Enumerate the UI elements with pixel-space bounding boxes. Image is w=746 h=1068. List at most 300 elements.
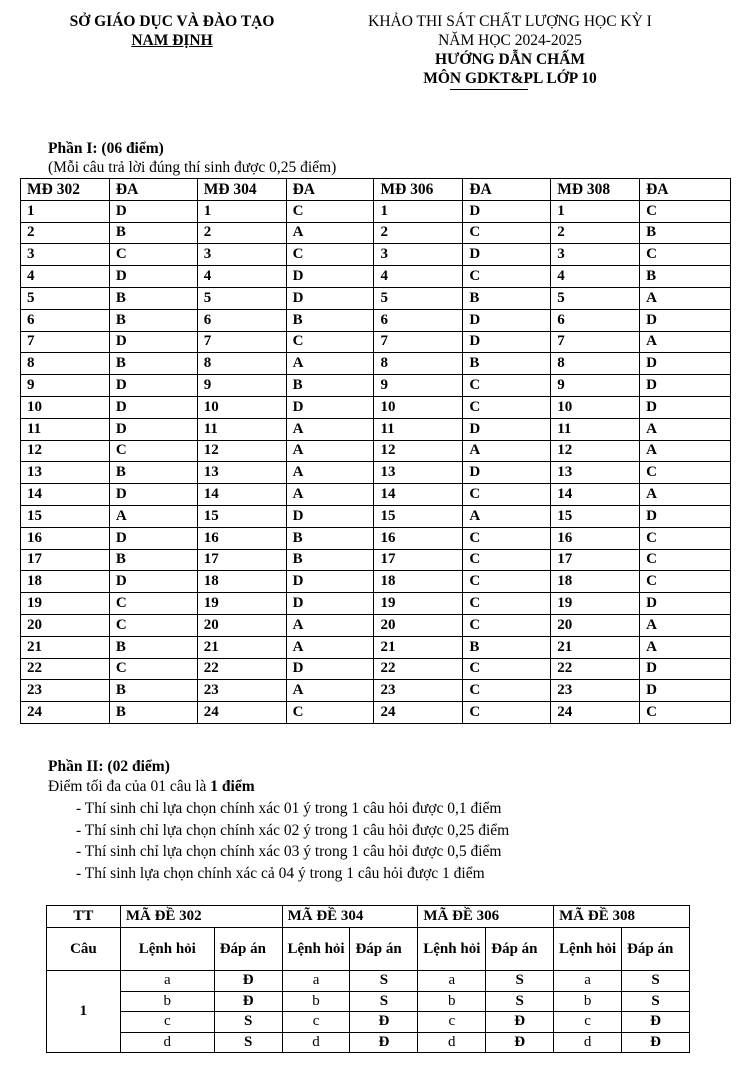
answer-cell: D [286, 571, 374, 593]
question-number: 22 [21, 658, 110, 680]
question-number: 23 [197, 680, 286, 702]
answer-cell: D [109, 331, 197, 353]
question-number: 9 [197, 375, 286, 397]
answer-cell: B [286, 527, 374, 549]
answer-cell: C [640, 527, 731, 549]
answer-cell: C [109, 440, 197, 462]
answer-cell: A [286, 614, 374, 636]
question-number: 17 [197, 549, 286, 571]
part2-code-row [47, 906, 690, 928]
dap-an-header: Đáp án [486, 928, 554, 971]
answer-cell: S [214, 1032, 282, 1053]
answer-cell: A [463, 505, 551, 527]
answer-cell: C [463, 222, 551, 244]
question-number: 21 [197, 636, 286, 658]
question-number: 14 [374, 484, 463, 506]
answer-cell: C [463, 266, 551, 288]
answer-cell: C [640, 462, 731, 484]
question-number: 20 [197, 614, 286, 636]
code-304-header: MÃ ĐỀ 304 [282, 906, 418, 928]
header-underline [450, 89, 528, 90]
answer-cell: D [109, 266, 197, 288]
answer-cell: D [109, 484, 197, 506]
question-number: 17 [374, 549, 463, 571]
answer-cell: D [640, 658, 731, 680]
question-number: 12 [21, 440, 110, 462]
exam-title: KHẢO THI SÁT CHẤT LƯỢNG HỌC KỲ I [368, 13, 652, 30]
table-row [21, 702, 731, 724]
question-number: 5 [21, 287, 110, 309]
table-row [21, 309, 731, 331]
answer-cell: B [109, 462, 197, 484]
department-name: SỞ GIÁO DỤC VÀ ĐÀO TẠO [69, 13, 275, 30]
question-number: 13 [374, 462, 463, 484]
answer-cell: B [109, 309, 197, 331]
answer-cell: S [486, 991, 554, 1012]
answer-cell: C [109, 593, 197, 615]
statement-letter: b [418, 991, 486, 1012]
rule-item: - Thí sinh chỉ lựa chọn chính xác 02 ý trong 1 câu hỏi được 0,25 điểm [76, 821, 510, 839]
answer-cell: A [109, 505, 197, 527]
answer-cell: C [463, 549, 551, 571]
answer-cell: Đ [622, 1012, 690, 1033]
header-exam-info [320, 12, 700, 90]
code-306-header: MÃ ĐỀ 306 [418, 906, 554, 928]
question-number: 23 [551, 680, 640, 702]
part2-body [47, 971, 690, 1053]
answer-cell: D [640, 309, 731, 331]
answer-cell: D [109, 418, 197, 440]
statement-letter: c [418, 1012, 486, 1033]
answer-cell: A [640, 484, 731, 506]
answer-cell: C [463, 396, 551, 418]
part1-note: (Mỗi câu trả lời đúng thí sinh được 0,25 điểm) [48, 159, 337, 176]
statement-letter: a [554, 971, 622, 992]
dap-an-header: Đáp án [622, 928, 690, 971]
question-number: 8 [21, 353, 110, 375]
table-row [21, 353, 731, 375]
part2-answer-table [46, 905, 690, 1053]
question-number: 3 [374, 244, 463, 266]
answer-header: ĐA [640, 179, 731, 201]
question-number: 9 [21, 375, 110, 397]
question-number: 6 [374, 309, 463, 331]
answer-cell: B [109, 222, 197, 244]
cau-header: Câu [47, 928, 121, 971]
statement-letter: c [120, 1012, 214, 1033]
answer-cell: D [640, 505, 731, 527]
question-number: 19 [21, 593, 110, 615]
answer-cell: C [463, 484, 551, 506]
table-row [21, 593, 731, 615]
answer-cell: D [463, 418, 551, 440]
statement-letter: b [282, 991, 350, 1012]
question-number: 24 [374, 702, 463, 724]
answer-cell: B [109, 353, 197, 375]
table-row [21, 266, 731, 288]
answer-cell: C [286, 200, 374, 222]
table-row [21, 375, 731, 397]
answer-cell: S [486, 971, 554, 992]
question-number: 18 [551, 571, 640, 593]
table-row [21, 680, 731, 702]
statement-letter: b [554, 991, 622, 1012]
table-row [21, 658, 731, 680]
answer-cell: A [640, 287, 731, 309]
lenh-hoi-header: Lệnh hỏi [282, 928, 350, 971]
table-row [21, 505, 731, 527]
table-row [21, 462, 731, 484]
answer-cell: C [109, 244, 197, 266]
question-number: 15 [21, 505, 110, 527]
answer-header: ĐA [109, 179, 197, 201]
table-row [21, 244, 731, 266]
header-department [22, 12, 322, 50]
answer-cell: D [109, 396, 197, 418]
table-row [47, 1012, 690, 1033]
answer-cell: Đ [486, 1032, 554, 1053]
answer-cell: B [286, 549, 374, 571]
answer-cell: Đ [622, 1032, 690, 1053]
answer-cell: D [286, 287, 374, 309]
question-number: 16 [21, 527, 110, 549]
statement-letter: a [282, 971, 350, 992]
subject: MÔN GDKT&PL LỚP 10 [423, 70, 597, 87]
question-number: 2 [551, 222, 640, 244]
question-number: 24 [21, 702, 110, 724]
question-number: 14 [197, 484, 286, 506]
question-number: 15 [197, 505, 286, 527]
table-row [21, 440, 731, 462]
part2-max-score [48, 778, 255, 796]
question-number: 11 [551, 418, 640, 440]
answer-cell: C [463, 571, 551, 593]
question-number: 1 [47, 971, 121, 1053]
answer-cell: Đ [350, 1012, 418, 1033]
question-number: 23 [374, 680, 463, 702]
answer-cell: C [286, 702, 374, 724]
question-number: 8 [197, 353, 286, 375]
answer-cell: S [214, 1012, 282, 1033]
question-number: 9 [374, 375, 463, 397]
answer-cell: D [463, 309, 551, 331]
answer-cell: B [286, 375, 374, 397]
table-row [21, 484, 731, 506]
lenh-hoi-header: Lệnh hỏi [120, 928, 214, 971]
answer-cell: D [463, 244, 551, 266]
answer-cell: B [109, 549, 197, 571]
answer-cell: D [286, 266, 374, 288]
answer-cell: D [109, 571, 197, 593]
question-number: 7 [197, 331, 286, 353]
answer-cell: Đ [214, 991, 282, 1012]
answer-cell: C [640, 200, 731, 222]
answer-cell: Đ [214, 971, 282, 992]
question-number: 6 [197, 309, 286, 331]
answer-cell: C [463, 658, 551, 680]
answer-cell: C [463, 702, 551, 724]
question-number: 10 [197, 396, 286, 418]
answer-cell: B [463, 636, 551, 658]
answer-cell: A [286, 440, 374, 462]
answer-cell: B [640, 222, 731, 244]
part1-title: Phần I: (06 điểm) [48, 140, 164, 157]
answer-cell: D [286, 396, 374, 418]
question-number: 24 [551, 702, 640, 724]
answer-cell: D [640, 375, 731, 397]
exam-code-header: MĐ 306 [374, 179, 463, 201]
question-number: 10 [374, 396, 463, 418]
statement-letter: d [554, 1032, 622, 1053]
statement-letter: c [282, 1012, 350, 1033]
table-row [21, 418, 731, 440]
part1-answer-table [20, 178, 731, 724]
question-number: 14 [551, 484, 640, 506]
question-number: 13 [551, 462, 640, 484]
question-number: 10 [21, 396, 110, 418]
answer-cell: C [463, 593, 551, 615]
question-number: 10 [551, 396, 640, 418]
code-308-header: MÃ ĐỀ 308 [554, 906, 690, 928]
answer-cell: A [640, 418, 731, 440]
answer-cell: B [109, 680, 197, 702]
answer-cell: D [286, 593, 374, 615]
question-number: 2 [374, 222, 463, 244]
answer-cell: B [109, 636, 197, 658]
question-number: 20 [374, 614, 463, 636]
question-number: 11 [21, 418, 110, 440]
table-row [21, 549, 731, 571]
answer-cell: D [640, 396, 731, 418]
question-number: 21 [21, 636, 110, 658]
part2-subheader-row [47, 928, 690, 971]
question-number: 7 [551, 331, 640, 353]
statement-letter: d [418, 1032, 486, 1053]
question-number: 3 [551, 244, 640, 266]
answer-cell: A [640, 614, 731, 636]
answer-cell: C [463, 680, 551, 702]
answer-cell: C [286, 331, 374, 353]
answer-cell: Đ [486, 1012, 554, 1033]
answer-cell: D [109, 375, 197, 397]
code-302-header: MÃ ĐỀ 302 [120, 906, 282, 928]
school-year: NĂM HỌC 2024-2025 [438, 32, 582, 49]
question-number: 12 [374, 440, 463, 462]
question-number: 18 [374, 571, 463, 593]
answer-cell: S [622, 991, 690, 1012]
table-row [21, 527, 731, 549]
part2-rules [76, 798, 509, 884]
part1-header-row [21, 179, 731, 201]
answer-cell: A [286, 484, 374, 506]
dap-an-header: Đáp án [350, 928, 418, 971]
answer-cell: D [463, 331, 551, 353]
question-number: 5 [374, 287, 463, 309]
question-number: 4 [551, 266, 640, 288]
statement-letter: d [282, 1032, 350, 1053]
question-number: 15 [374, 505, 463, 527]
question-number: 2 [21, 222, 110, 244]
answer-cell: D [640, 680, 731, 702]
table-row [47, 991, 690, 1012]
exam-code-header: MĐ 308 [551, 179, 640, 201]
statement-letter: b [120, 991, 214, 1012]
question-number: 17 [21, 549, 110, 571]
question-number: 7 [21, 331, 110, 353]
answer-cell: C [640, 702, 731, 724]
province-name: NAM ĐỊNH [131, 32, 213, 49]
answer-cell: A [286, 353, 374, 375]
answer-cell: C [463, 614, 551, 636]
question-number: 16 [551, 527, 640, 549]
question-number: 19 [551, 593, 640, 615]
answer-cell: C [463, 527, 551, 549]
answer-cell: A [286, 222, 374, 244]
question-number: 2 [197, 222, 286, 244]
answer-cell: D [109, 200, 197, 222]
question-number: 12 [551, 440, 640, 462]
answer-cell: B [463, 353, 551, 375]
answer-cell: A [286, 462, 374, 484]
statement-letter: d [120, 1032, 214, 1053]
answer-cell: C [109, 614, 197, 636]
question-number: 6 [551, 309, 640, 331]
statement-letter: a [418, 971, 486, 992]
question-number: 21 [374, 636, 463, 658]
answer-cell: S [350, 971, 418, 992]
answer-cell: C [286, 244, 374, 266]
question-number: 13 [197, 462, 286, 484]
answer-cell: S [622, 971, 690, 992]
question-number: 7 [374, 331, 463, 353]
rule-item: - Thí sinh chỉ lựa chọn chính xác 01 ý trong 1 câu hỏi được 0,1 điểm [76, 800, 502, 817]
question-number: 5 [197, 287, 286, 309]
rule-item: - Thí sinh lựa chọn chính xác cả 04 ý trong 1 câu hỏi được 1 điểm [76, 864, 485, 882]
question-number: 22 [551, 658, 640, 680]
table-row [21, 331, 731, 353]
table-row [47, 1032, 690, 1053]
answer-cell: D [109, 527, 197, 549]
table-row [47, 971, 690, 992]
question-number: 23 [21, 680, 110, 702]
answer-cell: A [286, 418, 374, 440]
rule-item: - Thí sinh chỉ lựa chọn chính xác 03 ý trong 1 câu hỏi được 0,5 điểm [76, 843, 502, 860]
question-number: 9 [551, 375, 640, 397]
table-row [21, 614, 731, 636]
answer-cell: A [286, 680, 374, 702]
question-number: 13 [21, 462, 110, 484]
question-number: 15 [551, 505, 640, 527]
answer-cell: B [109, 287, 197, 309]
question-number: 20 [21, 614, 110, 636]
answer-cell: C [640, 244, 731, 266]
table-row [21, 200, 731, 222]
question-number: 24 [197, 702, 286, 724]
question-number: 6 [21, 309, 110, 331]
question-number: 17 [551, 549, 640, 571]
question-number: 12 [197, 440, 286, 462]
statement-letter: a [120, 971, 214, 992]
answer-cell: B [109, 702, 197, 724]
question-number: 3 [21, 244, 110, 266]
answer-cell: A [463, 440, 551, 462]
max-score-prefix: Điểm tối đa của 01 câu là [48, 778, 211, 795]
question-number: 19 [374, 593, 463, 615]
answer-cell: A [286, 636, 374, 658]
max-score-value: 1 điểm [210, 778, 255, 795]
table-row [21, 222, 731, 244]
question-number: 5 [551, 287, 640, 309]
answer-cell: C [640, 571, 731, 593]
question-number: 22 [197, 658, 286, 680]
answer-cell: B [640, 266, 731, 288]
answer-cell: D [463, 462, 551, 484]
answer-header: ĐA [286, 179, 374, 201]
question-number: 8 [374, 353, 463, 375]
answer-cell: C [109, 658, 197, 680]
dap-an-header: Đáp án [214, 928, 282, 971]
part1-body [21, 200, 731, 723]
question-number: 22 [374, 658, 463, 680]
question-number: 4 [374, 266, 463, 288]
question-number: 16 [197, 527, 286, 549]
question-number: 1 [551, 200, 640, 222]
question-number: 14 [21, 484, 110, 506]
question-number: 4 [197, 266, 286, 288]
exam-code-header: MĐ 302 [21, 179, 110, 201]
question-number: 8 [551, 353, 640, 375]
lenh-hoi-header: Lệnh hỏi [554, 928, 622, 971]
question-number: 3 [197, 244, 286, 266]
question-number: 16 [374, 527, 463, 549]
answer-cell: Đ [350, 1032, 418, 1053]
answer-header: ĐA [463, 179, 551, 201]
table-row [21, 396, 731, 418]
question-number: 18 [197, 571, 286, 593]
answer-cell: D [286, 658, 374, 680]
exam-code-header: MĐ 304 [197, 179, 286, 201]
question-number: 19 [197, 593, 286, 615]
answer-cell: B [286, 309, 374, 331]
question-number: 20 [551, 614, 640, 636]
question-number: 4 [21, 266, 110, 288]
doc-title: HƯỚNG DẪN CHẤM [434, 51, 586, 68]
statement-letter: c [554, 1012, 622, 1033]
question-number: 1 [197, 200, 286, 222]
answer-cell: D [640, 593, 731, 615]
tt-header: TT [47, 906, 121, 928]
question-number: 11 [374, 418, 463, 440]
table-row [21, 287, 731, 309]
answer-cell: A [640, 440, 731, 462]
answer-cell: C [463, 375, 551, 397]
answer-cell: D [286, 505, 374, 527]
answer-cell: D [463, 200, 551, 222]
lenh-hoi-header: Lệnh hỏi [418, 928, 486, 971]
table-row [21, 636, 731, 658]
question-number: 18 [21, 571, 110, 593]
question-number: 1 [21, 200, 110, 222]
answer-cell: A [640, 636, 731, 658]
question-number: 11 [197, 418, 286, 440]
question-number: 21 [551, 636, 640, 658]
answer-cell: D [640, 353, 731, 375]
answer-cell: A [640, 331, 731, 353]
table-row [21, 571, 731, 593]
answer-cell: C [640, 549, 731, 571]
question-number: 1 [374, 200, 463, 222]
answer-cell: S [350, 991, 418, 1012]
